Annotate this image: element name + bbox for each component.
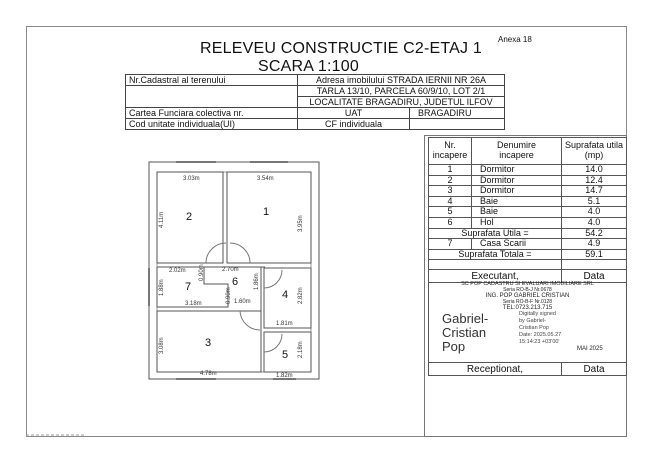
executant-date-label: Data: [562, 270, 627, 283]
dimension-label: 3.18m: [185, 301, 202, 307]
company-name: SC POP CADASTRU SI EVALUARI IMOBILIARE SRL: [461, 281, 594, 287]
dimension-label: 1.60m: [234, 299, 251, 305]
room-name: Dormitor: [472, 165, 562, 176]
receptionat-label: Receptionat,: [429, 363, 562, 376]
dimension-label: 1.88m: [159, 279, 165, 296]
engineer-series: Seria RO-B-F Nr.0128: [502, 299, 553, 305]
receptionat-date-label: Data: [562, 363, 627, 376]
room-area: 4.9: [562, 239, 627, 250]
dimension-label: 2.70m: [222, 267, 239, 273]
dimension-label: 3.08m: [159, 337, 165, 354]
header-text: incapere: [432, 150, 468, 160]
digital-line: by Gabriel-: [519, 318, 546, 324]
room-number: 2: [186, 211, 193, 223]
room-nr: 6: [429, 217, 472, 228]
room-number: 6: [232, 276, 239, 288]
dimension-label: 0.90m: [226, 287, 232, 304]
dimension-label: 1.86m: [254, 273, 260, 290]
header-text: Denumire: [496, 140, 536, 151]
address-line-3: LOCALITATE BRAGADIRU, JUDETUL ILFOV: [298, 97, 505, 108]
unit-code-label: Cod unitate individuala(UI): [126, 119, 298, 130]
dimension-label: 2.02m: [169, 268, 186, 274]
room-name: Hol: [472, 217, 562, 228]
engineer-name: ING. POP GABRIEL CRISTIAN: [485, 293, 570, 299]
executant-label: Executant,: [429, 270, 562, 283]
land-book-label: Cartea Funciara colectiva nr.: [126, 108, 298, 119]
room-nr: 5: [429, 207, 472, 218]
dimension-label: 1.81m: [276, 321, 293, 327]
dimension-label: 3.03m: [183, 176, 200, 182]
dimension-label: 3.95m: [298, 215, 304, 232]
signature-line: Cristian: [442, 325, 487, 340]
room-nr: 3: [429, 186, 472, 197]
room-area: 5.1: [562, 196, 627, 207]
executant-date: MAI 2025: [577, 346, 603, 352]
dimension-label: 3.54m: [257, 176, 274, 182]
room-name: Baie: [472, 196, 562, 207]
room-nr: 1: [429, 165, 472, 176]
digital-line: Digitally signed: [519, 311, 556, 317]
phone: TEL:0723.213.715: [502, 305, 553, 311]
cadastral-label: Nr.Cadastral al terenului: [126, 75, 298, 86]
room-number: 4: [282, 289, 289, 301]
room-area: 14.0: [562, 165, 627, 176]
address-line-2: TARLA 13/10, PARCELA 60/9/10, LOT 2/1: [298, 86, 505, 97]
room-number: 5: [282, 349, 289, 361]
room-number: 3: [205, 337, 212, 349]
dimension-label: 4.11m: [159, 211, 165, 228]
digital-line: Date: 2025.05.27: [519, 332, 562, 338]
total-area-label: Suprafata Totala =: [429, 249, 562, 260]
dimension-label: 4.78m: [200, 371, 217, 377]
signature-line: Pop: [442, 339, 466, 354]
digital-line: Cristian Pop: [519, 325, 549, 331]
useful-area-value: 54.2: [562, 228, 627, 239]
useful-area-label: Suprafata Utila =: [429, 228, 562, 239]
digital-line: 15:14:23 +03'00': [519, 339, 560, 345]
header-text: (mp): [584, 150, 604, 160]
header-text: incapere: [499, 150, 534, 160]
room-nr: 4: [429, 196, 472, 207]
dimension-label: 1.82m: [276, 373, 293, 379]
company-series: Seria RO-B-J Nr.0678: [503, 287, 552, 293]
cf-label: CF individuala: [298, 119, 410, 130]
room-number: 1: [263, 206, 270, 218]
dimension-label: 0.90m: [199, 264, 205, 281]
room-name: Casa Scarii: [472, 239, 562, 250]
header-text: Suprafata utila: [564, 140, 624, 151]
document-title: RELEVEU CONSTRUCTIE C2-ETAJ 1: [200, 40, 482, 57]
room-nr: 2: [429, 175, 472, 186]
uat-label: UAT: [298, 108, 410, 119]
room-area: 14.7: [562, 186, 627, 197]
room-name: Dormitor: [472, 175, 562, 186]
room-nr: 7: [429, 239, 472, 250]
address-line-1: Adresa imobilului STRADA IERNII NR 26A: [298, 75, 505, 86]
scale-label: SCARA 1:100: [258, 58, 359, 75]
room-name: Baie: [472, 207, 562, 218]
room-area: 12.4: [562, 175, 627, 186]
annex-label: Anexa 18: [498, 35, 532, 44]
room-area: 4.0: [562, 217, 627, 228]
header-text: Nr.: [444, 140, 456, 151]
room-area: 4.0: [562, 207, 627, 218]
dimension-label: 2.18m: [298, 341, 304, 358]
room-name: Dormitor: [472, 186, 562, 197]
dimension-label: 2.82m: [298, 287, 304, 304]
signature-line: Gabriel-: [442, 311, 489, 326]
total-area-value: 59.1: [562, 249, 627, 260]
room-number: 7: [185, 281, 192, 293]
uat-value: BRAGADIRU: [410, 108, 505, 119]
